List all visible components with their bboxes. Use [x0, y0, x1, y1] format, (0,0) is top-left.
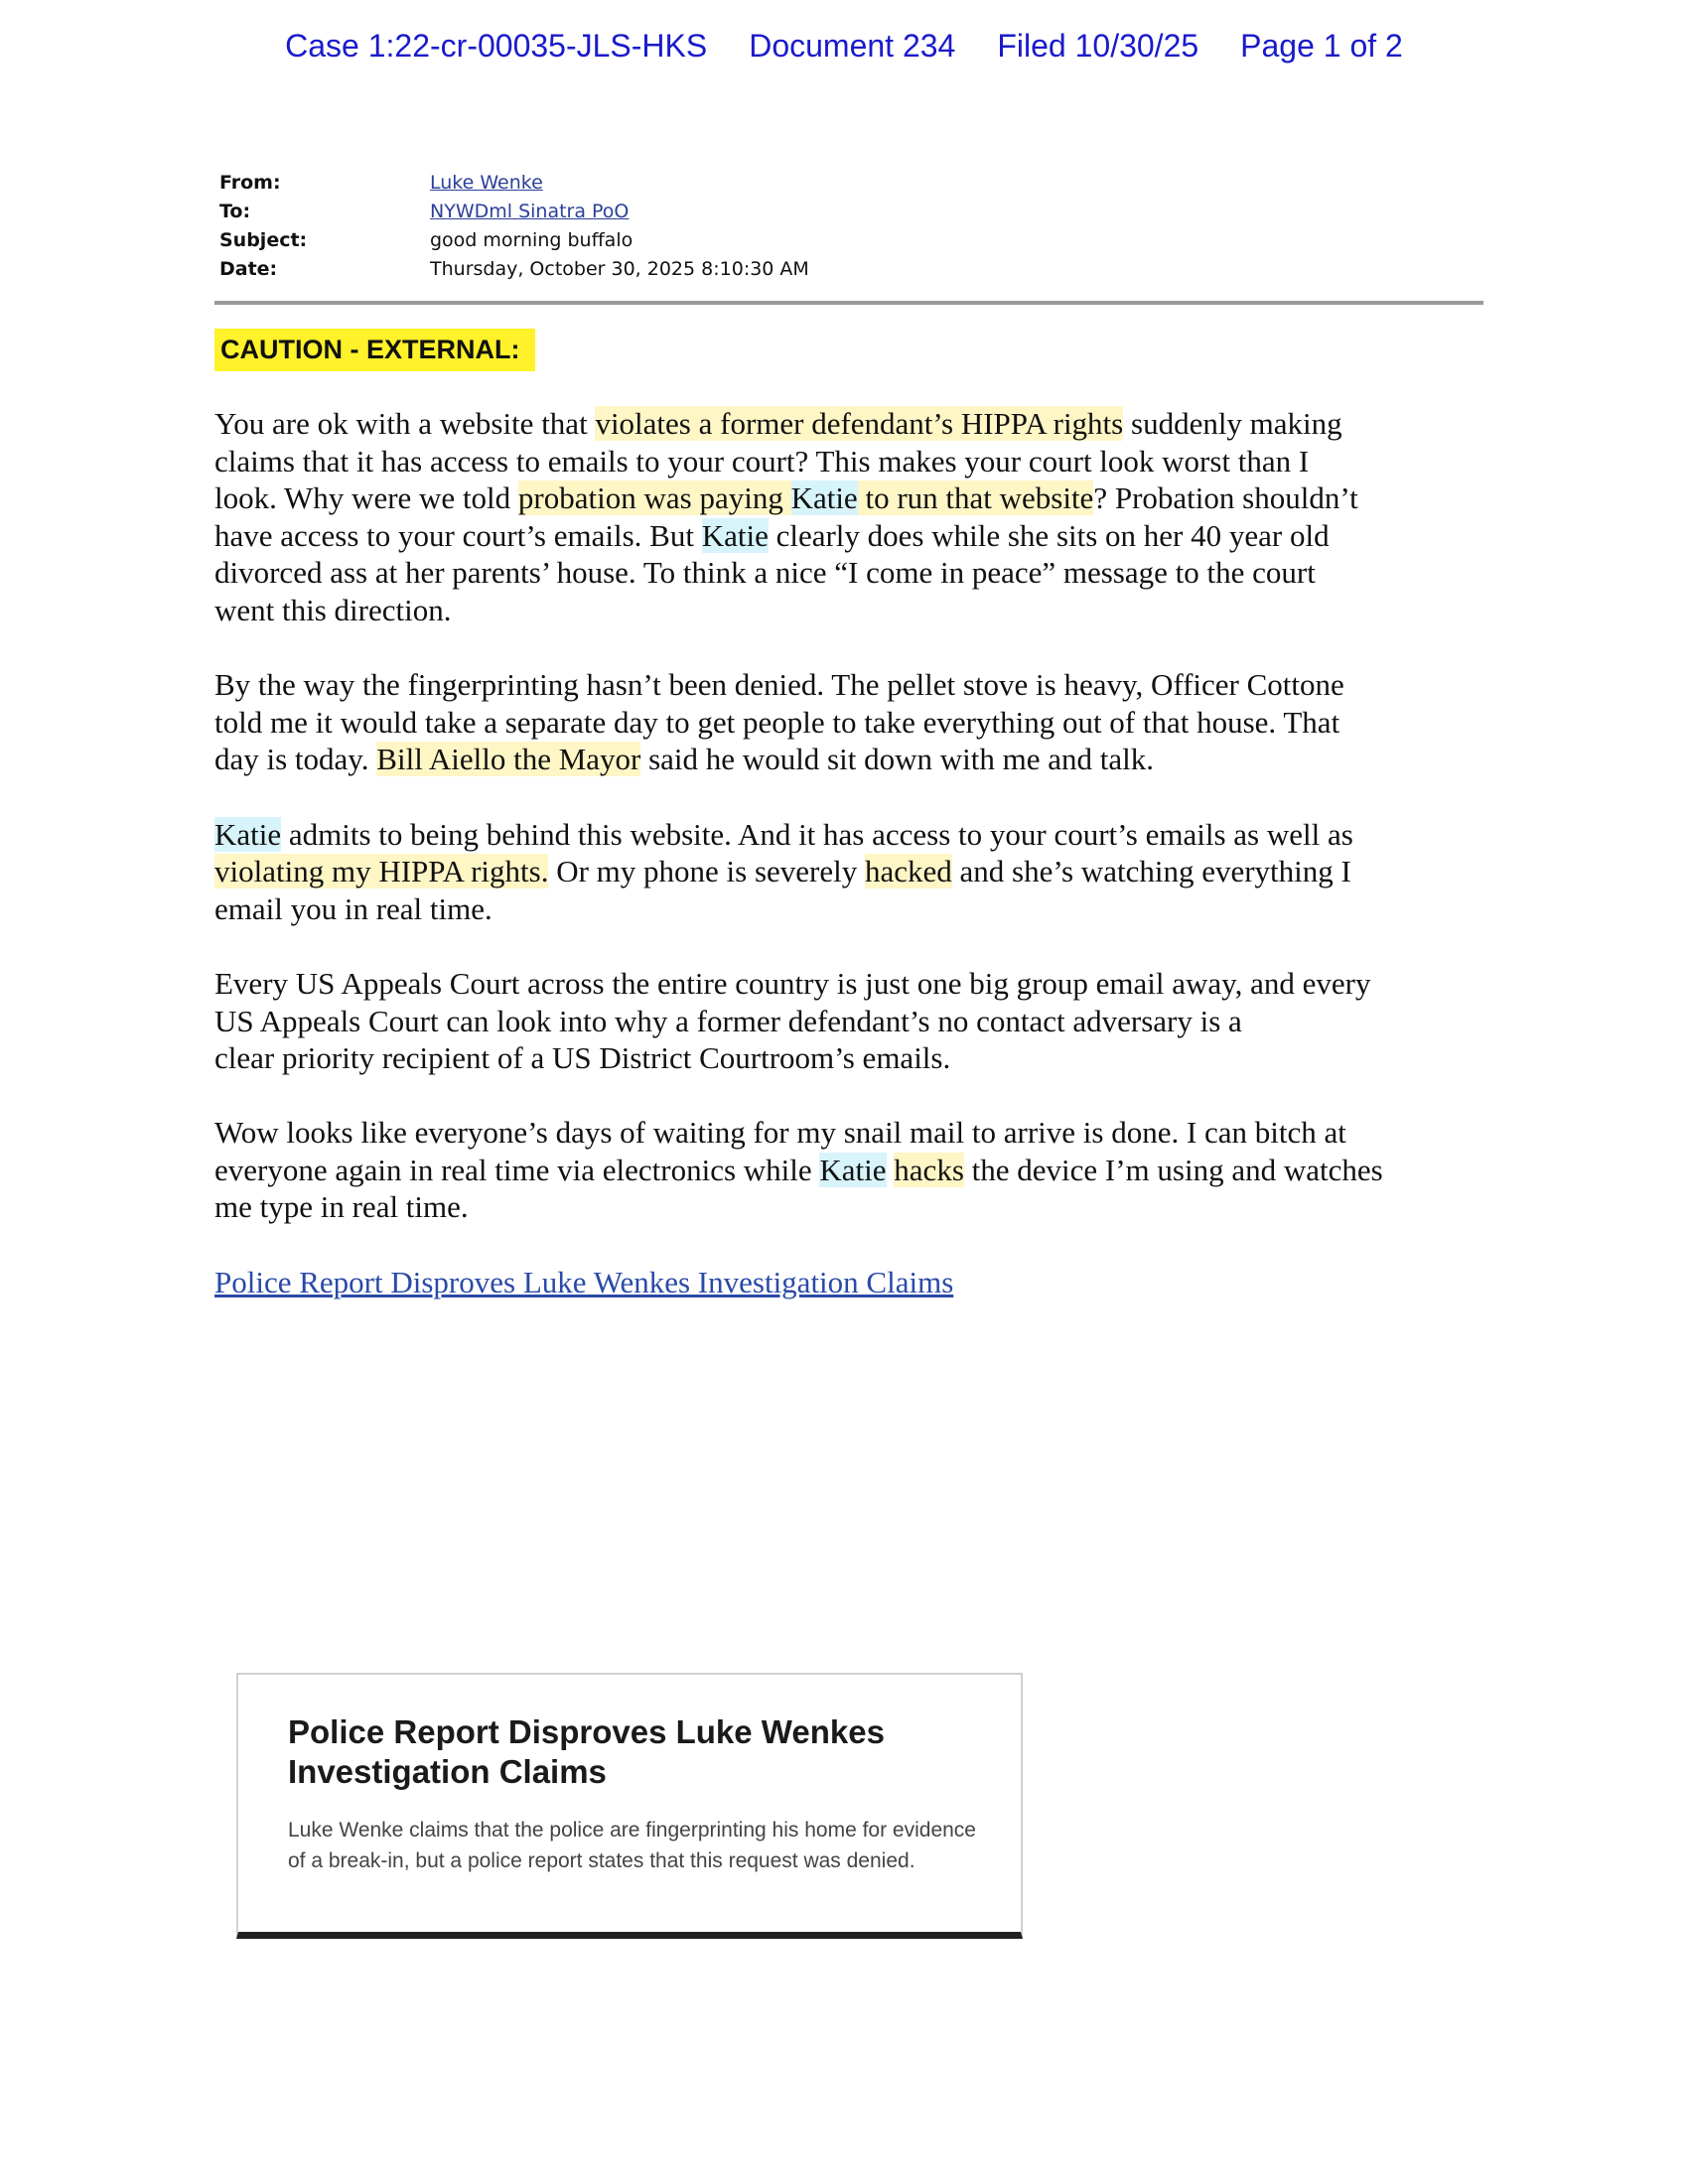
body-text: clear priority recipient of a US District Courtroom’s emails. [214, 1040, 951, 1076]
body-text: went this direction. [214, 592, 452, 627]
to-link[interactable]: NYWDml Sinatra PoO [430, 201, 630, 222]
body-text: the device I’m using and watches [963, 1152, 1383, 1187]
highlight-cyan: Katie [819, 1152, 887, 1187]
body-paragraph-link [214, 1264, 1495, 1301]
body-text: day is today. [214, 742, 377, 777]
card-title[interactable]: Police Report Disproves Luke Wenkes Investigation Claims [288, 1713, 885, 1790]
body-text: Every US Appeals Court across the entire country is just one big group email away, and every [214, 965, 1371, 1001]
body-text: Wow looks like everyone’s days of waiting for my snail mail to arrive is done. I can bitch at [214, 1115, 1346, 1151]
card-description: Luke Wenke claims that the police are fingerprinting his home for evidence of a break-in, but a police report states that this request was denied. [288, 1819, 976, 1872]
caution-banner: CAUTION - EXTERNAL: [214, 329, 535, 371]
email-header [219, 169, 809, 284]
highlight-cyan: Katie [790, 480, 858, 516]
highlight-yellow: hacked [865, 854, 952, 889]
subject-value: good morning buffalo [430, 229, 633, 251]
body-text: ? Probation shouldn’t [1093, 480, 1358, 516]
highlight-yellow: violates a former defendant’s HIPPA rights [595, 406, 1124, 441]
link-preview-card[interactable] [236, 1673, 1023, 1939]
body-paragraph-3 [214, 816, 1495, 928]
body-text: look. Why were we told [214, 480, 518, 516]
body-paragraph-5 [214, 1114, 1495, 1226]
to-label: To: [219, 201, 251, 222]
body-text: me type in real time. [214, 1189, 469, 1225]
date-value: Thursday, October 30, 2025 8:10:30 AM [430, 258, 809, 280]
subject-label: Subject: [219, 229, 308, 251]
to-row [219, 198, 809, 226]
case-number: Case 1:22-cr-00035-JLS-HKS [285, 28, 708, 64]
body-text: You are ok with a website that [214, 406, 596, 441]
from-row [219, 169, 809, 198]
highlight-yellow: probation was paying [517, 480, 791, 516]
body-text: everyone again in real time via electronics while [214, 1152, 820, 1187]
highlight-yellow: hacks [894, 1152, 964, 1187]
case-header [0, 28, 1688, 65]
body-text: email you in real time. [214, 890, 492, 926]
body-text: claims that it has access to emails to your court? This makes your court look worst than I [214, 443, 1310, 478]
from-label: From: [219, 172, 281, 194]
header-divider [214, 301, 1483, 305]
filed-date: Filed 10/30/25 [997, 28, 1199, 64]
email-body [214, 405, 1495, 1338]
police-report-link[interactable]: Police Report Disproves Luke Wenkes Investigation Claims [214, 1264, 954, 1299]
body-paragraph-2 [214, 666, 1495, 778]
body-text: US Appeals Court can look into why a former defendant’s no contact adversary is a [214, 1003, 1242, 1038]
body-text: suddenly making [1123, 406, 1342, 441]
body-text: have access to your court’s emails. But [214, 517, 702, 553]
from-link[interactable]: Luke Wenke [430, 172, 543, 194]
body-text: and she’s watching everything I [951, 854, 1351, 889]
highlight-yellow: violating my HIPPA rights. [214, 854, 549, 889]
subject-row [219, 226, 809, 255]
body-text: admits to being behind this website. And it has access to your court’s emails as well as [281, 816, 1353, 852]
body-text: divorced ass at her parents’ house. To think a nice “I come in peace” message to the court [214, 555, 1316, 591]
date-row [219, 255, 809, 284]
date-label: Date: [219, 258, 278, 280]
body-paragraph-1 [214, 405, 1495, 629]
page-number: Page 1 of 2 [1240, 28, 1403, 64]
body-text: Or my phone is severely [548, 854, 866, 889]
highlight-cyan: Katie [701, 517, 769, 553]
body-text: clearly does while she sits on her 40 year old [768, 517, 1330, 553]
highlight-yellow: Bill Aiello the Mayor [376, 742, 641, 777]
body-text: told me it would take a separate day to get people to take everything out of that house. That [214, 704, 1340, 740]
document-number: Document 234 [749, 28, 956, 64]
highlight-yellow: to run that website [857, 480, 1094, 516]
body-text: said he would sit down with me and talk. [640, 742, 1154, 777]
body-paragraph-4 [214, 965, 1495, 1077]
body-text: By the way the fingerprinting hasn’t been denied. The pellet stove is heavy, Officer Cottone [214, 667, 1344, 703]
highlight-cyan: Katie [214, 816, 282, 852]
